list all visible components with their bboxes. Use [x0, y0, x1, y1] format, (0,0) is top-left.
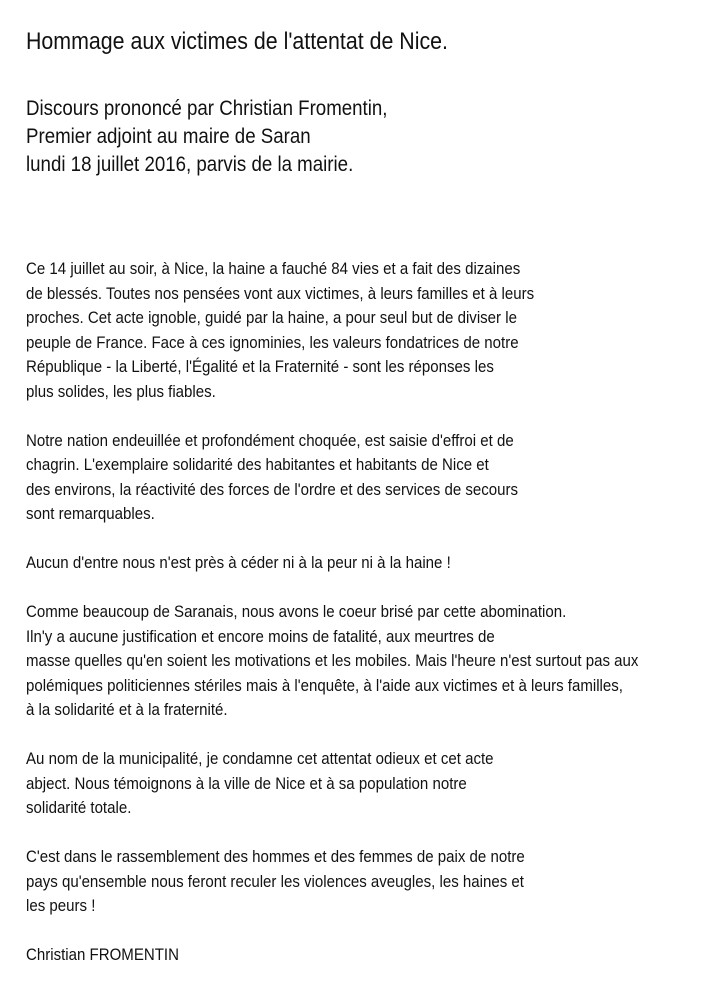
paragraph [26, 551, 638, 576]
paragraph [26, 600, 638, 723]
text-line: des environs, la réactivité des forces de l'ordre et des services de secours [26, 479, 519, 499]
text-line: Ce 14 juillet au soir, à Nice, la haine a fauché 84 vies et a fait des dizaines [26, 259, 521, 278]
text-line: Aucun d'entre nous n'est près à céder ni à la peur ni à la haine ! [26, 553, 451, 572]
text-line: proches. Cet acte ignoble, guidé par la haine, a pour seul but de diviser le [26, 308, 517, 327]
text-line: de blessés. Toutes nos pensées vont aux victimes, à leurs familles et à leurs [26, 283, 535, 303]
paragraph [26, 257, 638, 404]
paragraph [26, 747, 638, 821]
signature: Christian FROMENTIN [26, 945, 179, 964]
text-line: Notre nation endeuillée et profondément choquée, est saisie d'effroi et de [26, 430, 514, 450]
text-line: Iln'y a aucune justification et encore moins de fatalité, aux meurtres de [26, 626, 495, 646]
speech-body [26, 257, 638, 968]
speech-header [26, 95, 387, 179]
text-line: C'est dans le rassemblement des hommes et des femmes de paix de notre [26, 847, 525, 866]
header-line: Premier adjoint au maire de Saran [26, 125, 311, 148]
text-line: abject. Nous témoignons à la ville de Nice et à sa population notre [26, 773, 467, 793]
text-line: masse quelles qu'en soient les motivations et les mobiles. Mais l'heure n'est surtout pas aux [26, 651, 639, 670]
text-line: chagrin. L'exemplaire solidarité des habitantes et habitants de Nice et [26, 455, 489, 474]
text-line: sont remarquables. [26, 504, 155, 523]
text-line: Au nom de la municipalité, je condamne cet attentat odieux et cet acte [26, 749, 494, 768]
paragraph [26, 845, 638, 919]
text-line: Comme beaucoup de Saranais, nous avons le coeur brisé par cette abomination. [26, 602, 567, 621]
text-line: pays qu'ensemble nous feront reculer les violences aveugles, les haines et [26, 871, 524, 891]
text-line: République - la Liberté, l'Égalité et la Fraternité - sont les réponses les [26, 357, 494, 376]
text-line: à la solidarité et à la fraternité. [26, 700, 228, 719]
document-title: Hommage aux victimes de l'attentat de Nice. [26, 28, 448, 55]
text-line: les peurs ! [26, 896, 96, 915]
header-line: lundi 18 juillet 2016, parvis de la mairie. [26, 153, 354, 176]
text-line: solidarité totale. [26, 798, 132, 817]
paragraph [26, 429, 638, 527]
text-line: polémiques politiciennes stériles mais à l'enquête, à l'aide aux victimes et à leurs familles, [26, 675, 623, 695]
text-line: plus solides, les plus fiables. [26, 381, 216, 401]
text-line: peuple de France. Face à ces ignominies, les valeurs fondatrices de notre [26, 332, 519, 352]
header-line: Discours prononcé par Christian Fromentin, [26, 97, 388, 120]
